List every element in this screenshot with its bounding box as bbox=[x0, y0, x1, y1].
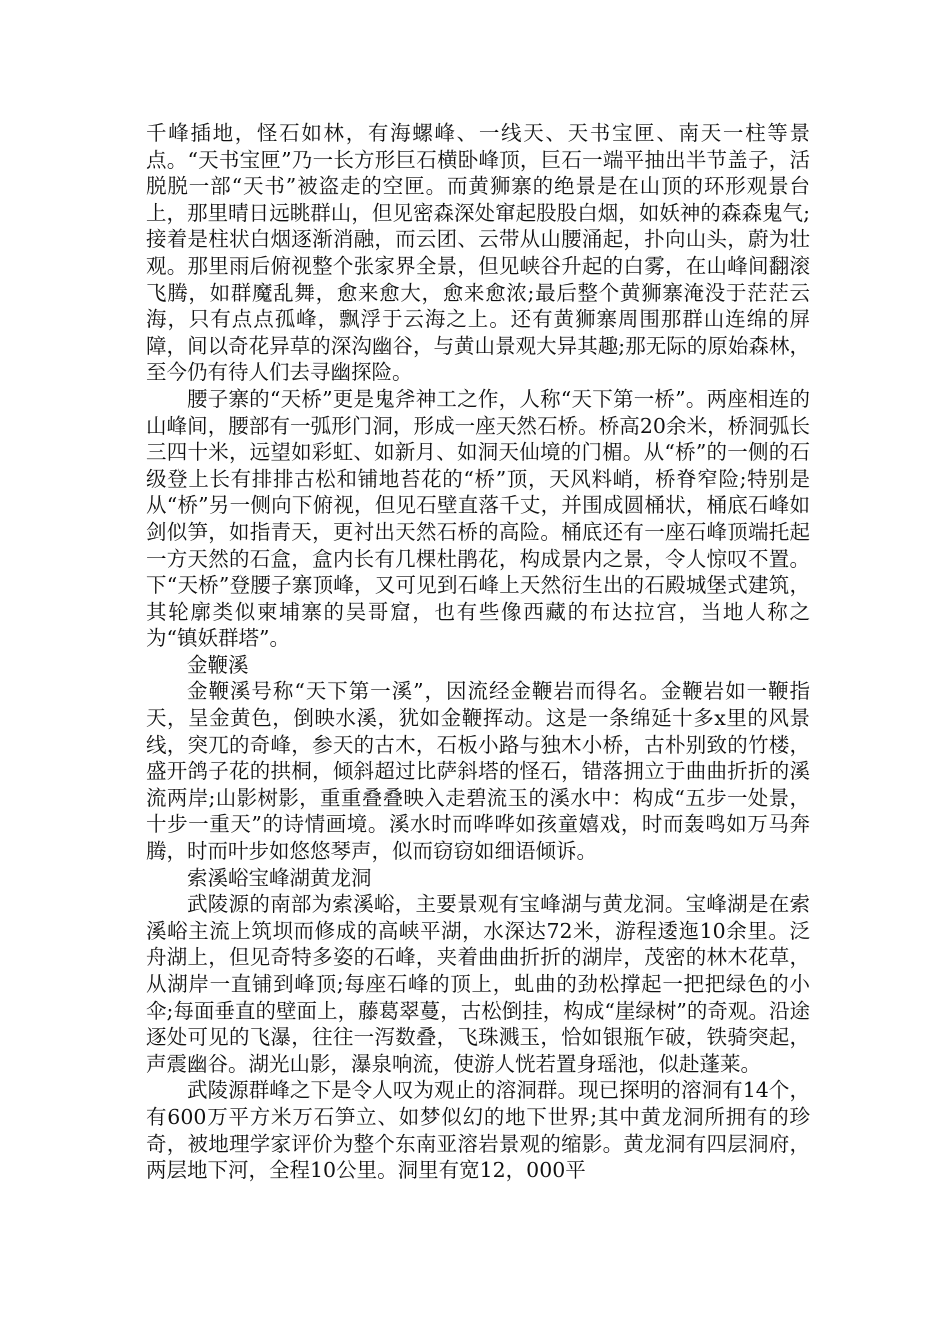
paragraph-jinbianxi: 金鞭溪号称“天下第一溪”，因流经金鞭岩而得名。金鞭岩如一鞭指天，呈金黄色，倒映水溪，犹如金鞭挥动。这是一条绵延十多x里的风景线，突兀的奇峰，参天的古木，石板小路与独木小桥，古朴别致的竹楼，盛开鸽子花的拱桐，倾斜超过比萨斜塔的怪石，错落拥立于曲曲折折的溪流两岸;山影树影，重重叠叠映入走碧流玉的溪水中：构成“五步一处景，十步一重天”的诗情画境。溪水时而哗哗如孩童嬉戏，时而轰鸣如万马奔腾，时而叶步如悠悠琴声，似而窃窃如细语倾诉。 bbox=[146, 679, 810, 864]
document-page bbox=[146, 120, 810, 1184]
paragraph-tianqiao: 腰子寨的“天桥”更是鬼斧神工之作，人称“天下第一桥”。两座相连的山峰间，腰部有一弧形门洞，形成一座天然石桥。桥高20余米，桥洞弧长三四十米，远望如彩虹、如新月、如洞天仙境的门楣。从“桥”的一侧的石级登上长有排排古松和铺地苔花的“桥”顶，天风料峭，桥脊窄险;特别是从“桥”另一侧向下俯视，但见石壁直落千丈，并围成圆桶状，桶底石峰如剑似笋，如指青天，更衬出天然石桥的高险。桶底还有一座石峰顶端托起一方天然的石盒，盒内长有几棵杜鹃花，构成景内之景，令人惊叹不置。下“天桥”登腰子寨顶峰，又可见到石峰上天然衍生出的石殿城堡式建筑，其轮廓类似柬埔寨的吴哥窟，也有些像西藏的布达拉宫，当地人称之为“镇妖群塔”。 bbox=[146, 386, 810, 651]
paragraph-baofenghu: 武陵源的南部为索溪峪，主要景观有宝峰湖与黄龙洞。宝峰湖是在索溪峪主流上筑坝而修成的高峡平湖，水深达72米，游程逶迤10余里。泛舟湖上，但见奇特多姿的石峰，夹着曲曲折折的湖岸，茂密的林木花草，从湖岸一直铺到峰顶;每座石峰的顶上，虬曲的劲松撑起一把把绿色的小伞;每面垂直的壁面上，藤葛翠蔓，古松倒挂，构成“崖绿树”的奇观。沿途逐处可见的飞瀑，往往一泻数叠，飞珠溅玉，恰如银瓶乍破，铁骑突起，声震幽谷。湖光山影，瀑泉响流，使游人恍若置身瑶池，似赴蓬莱。 bbox=[146, 892, 810, 1076]
paragraph-huangshizhai: 千峰插地，怪石如林，有海螺峰、一线天、天书宝匣、南天一柱等景点。“天书宝匣”乃一长方形巨石横卧峰顶，巨石一端平抽出半节盖子，活脱脱一部“天书”被盗走的空匣。而黄狮寨的绝景是在山顶的环形观景台上，那里晴日远眺群山，但见密森深处窜起股股白烟，如妖神的森森鬼气;接着是柱状白烟逐渐消融，而云团、云带从山腰涌起，扑向山头，蔚为壮观。那里雨后俯视整个张家界全景，但见峡谷升起的白雾，在山峰间翻滚飞腾，如群魔乱舞，愈来愈大，愈来愈浓;最后整个黄狮寨淹没于茫茫云海，只有点点孤峰，飘浮于云海之上。还有黄狮寨周围那群山连绵的屏障，间以奇花异草的深沟幽谷，与黄山景观大异其趣;那无际的原始森林，至今仍有待人们去寻幽探险。 bbox=[146, 121, 810, 385]
section-heading-jinbianxi: 金鞭溪 bbox=[187, 652, 249, 677]
section-heading-suoxiyu: 索溪峪宝峰湖黄龙洞 bbox=[187, 865, 372, 890]
paragraph-huanglongdong: 武陵源群峰之下是令人叹为观止的溶洞群。现已探明的溶洞有14个，有600万平方米万石笋立、如梦似幻的地下世界;其中黄龙洞所拥有的珍奇，被地理学家评价为整个东南亚溶岩景观的缩影。黄龙洞有四层洞府，两层地下河，全程10公里。洞里有宽12，000平 bbox=[146, 1078, 810, 1183]
